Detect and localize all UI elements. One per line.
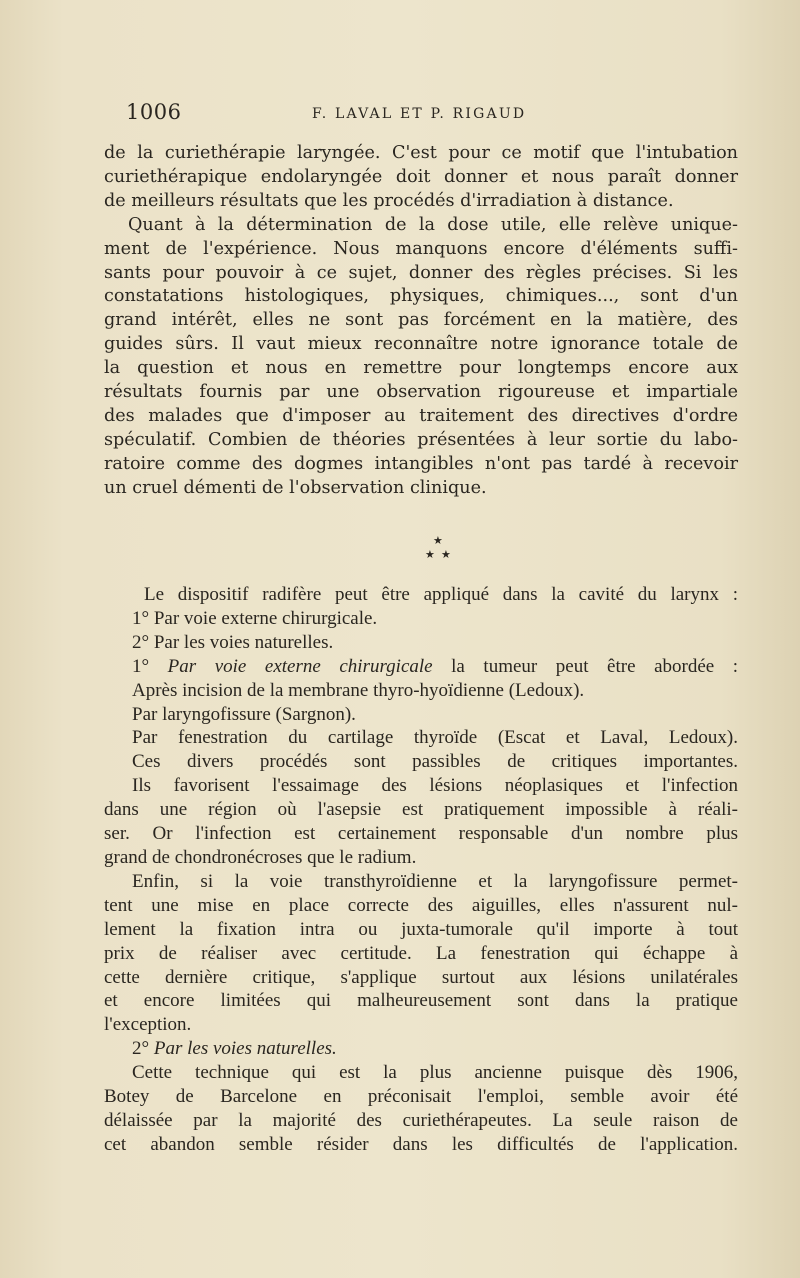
text-line: ment de l'expérience. Nous manquons encore d'éléments suffi-	[104, 238, 738, 259]
separator-star-icon: ★	[433, 534, 443, 547]
text-line: grand intérêt, elles ne sont pas forcément en la matière, des	[104, 310, 738, 331]
subheading-italic: Par voie externe chirurgicale	[167, 655, 433, 677]
text-line: Enfin, si la voie transthyroïdienne et la laryngofissure permet-	[132, 870, 738, 892]
list-number: 1°	[132, 655, 150, 677]
text-line: la question et nous en remettre pour longtemps encore aux	[104, 358, 738, 379]
text-line: Botey de Barcelone en préconisait l'emploi, semble avoir été	[104, 1086, 738, 1108]
list-number: 2°	[132, 1038, 150, 1060]
text-line: cet abandon semble résider dans les difficultés de l'application.	[104, 1133, 738, 1155]
text-line: Par laryngofissure (Sargnon).	[132, 703, 356, 725]
subheading-italic: Par les voies naturelles.	[153, 1038, 337, 1060]
text-line: spéculatif. Combien de théories présentées à leur sortie du labo-	[104, 429, 738, 450]
text-line: l'exception.	[104, 1014, 192, 1036]
separator-star-icon: ★	[425, 548, 435, 561]
text-line: des malades que d'imposer au traitement des directives d'ordre	[104, 405, 738, 426]
page-header	[126, 100, 726, 130]
text-line: lement la fixation intra ou juxta-tumorale qu'il importe à tout	[104, 918, 738, 940]
text-line: Après incision de la membrane thyro-hyoïdienne (Ledoux).	[132, 679, 585, 701]
text-line: délaissée par la majorité des curiethérapeutes. La seule raison de	[104, 1109, 738, 1131]
text-line: cette dernière critique, s'applique surtout aux lésions unilatérales	[104, 966, 738, 988]
text-line: résultats fournis par une observation rigoureuse et impartiale	[104, 382, 738, 403]
text-line: grand de chondronécroses que le radium.	[104, 846, 417, 868]
text-line: Quant à la détermination de la dose utile, elle relève unique-	[128, 214, 738, 235]
separator-star-icon: ★	[441, 548, 451, 561]
text-line: Cette technique qui est la plus ancienne puisque dès 1906,	[132, 1062, 738, 1084]
text-line: Le dispositif radifère peut être appliqué dans la cavité du larynx :	[144, 584, 738, 605]
text-line: constatations histologiques, physiques, chimiques..., sont d'un	[104, 286, 738, 307]
text-line: prix de réaliser avec certitude. La fenestration qui échappe à	[104, 942, 738, 964]
text-line: curiethérapique endolaryngée doit donner et nous paraît donner	[104, 166, 738, 187]
page-number: 1006	[126, 100, 182, 124]
text-line: Par fenestration du cartilage thyroïde (Escat et Laval, Ledoux).	[132, 727, 738, 749]
text-line: sants pour pouvoir à ce sujet, donner des règles précises. Si les	[104, 262, 738, 283]
text-line: Ces divers procédés sont passibles de critiques importantes.	[132, 751, 738, 773]
text-line: un cruel démenti de l'observation clinique.	[104, 477, 487, 498]
subheading-rest: la tumeur peut être abordée :	[451, 655, 739, 677]
text-line: de la curiethérapie laryngée. C'est pour ce motif que l'intubation	[104, 143, 738, 163]
text-line: et encore limitées qui malheureusement sont dans la pratique	[104, 990, 738, 1012]
body-text-bottom	[104, 583, 738, 1157]
running-head: F. LAVAL ET P. RIGAUD	[312, 106, 527, 122]
list-item: 2° Par les voies naturelles.	[132, 631, 334, 653]
subheading-line	[104, 1037, 738, 1061]
text-line: Ils favorisent l'essaimage des lésions néoplasiques et l'infection	[132, 775, 738, 797]
subheading-line	[104, 655, 738, 679]
text-line: de meilleurs résultats que les procédés d'irradiation à distance.	[104, 190, 674, 211]
body-text-top	[104, 142, 738, 501]
text-line: ratoire comme des dogmes intangibles n'ont pas tardé à recevoir	[104, 453, 738, 474]
text-line: guides sûrs. Il vaut mieux reconnaître notre ignorance totale de	[104, 334, 738, 355]
list-item: 1° Par voie externe chirurgicale.	[132, 607, 378, 629]
text-line: dans une région où l'asepsie est pratiquement impossible à réali-	[104, 799, 738, 821]
section-separator	[0, 530, 800, 570]
text-line: ser. Or l'infection est certainement responsable d'un nombre plus	[104, 823, 738, 845]
text-line: tent une mise en place correcte des aiguilles, elles n'assurent nul-	[104, 894, 738, 916]
